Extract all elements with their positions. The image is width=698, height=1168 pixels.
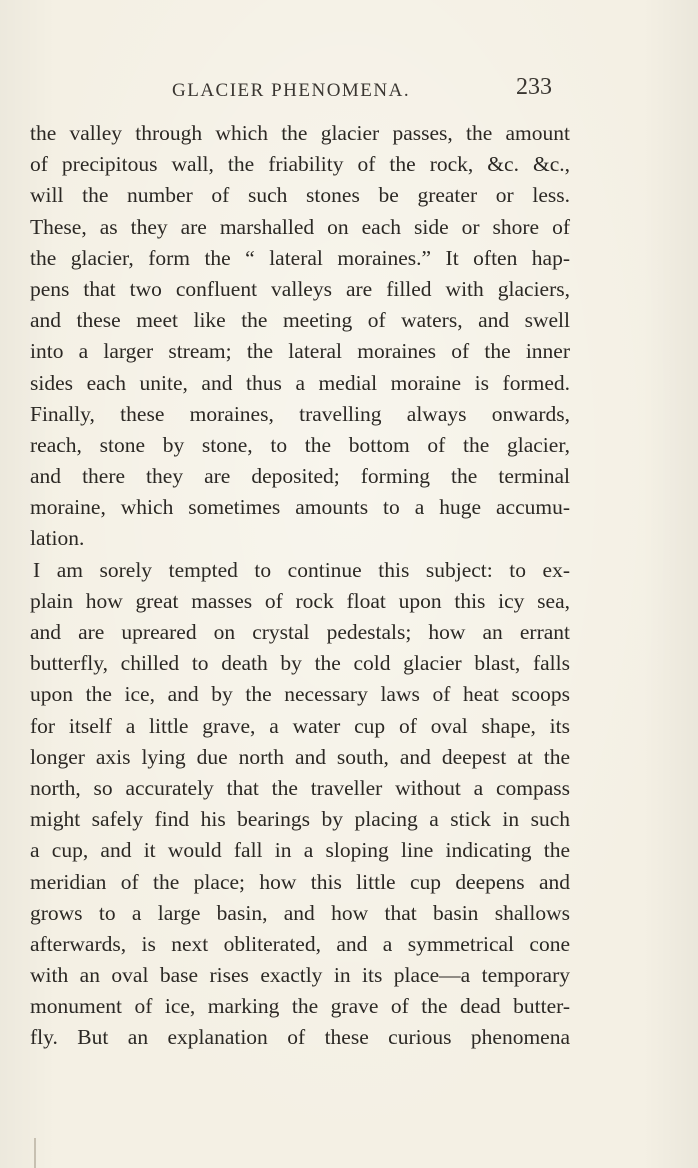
text-line: and are upreared on crystal pedestals; how an errant [30,620,570,644]
text-line: meridian of the place; how this little cup deepens and [30,869,570,894]
text-line: These, as they are marshalled on each side or shore of [30,214,570,239]
text-line: lation. [30,526,85,551]
text-line: fly. But an explanation of these curious phenomena [30,1025,570,1050]
text-line: monument of ice, marking the grave of the dead butter- [30,994,570,1019]
text-line: of precipitous wall, the friability of the rock, &c. &c., [30,152,570,177]
page-edge-mark [34,1138,36,1168]
text-line: north, so accurately that the traveller without a compass [30,775,570,800]
text-line: pens that two confluent valleys are filled with glaciers, [30,276,570,301]
text-line: reach, stone by stone, to the bottom of the glacier, [30,432,570,457]
text-line: into a larger stream; the lateral moraines of the inner [30,339,570,364]
text-line: might safely find his bearings by placing a stick in such [30,807,570,832]
text-line: a cup, and it would fall in a sloping line indicating the [30,838,570,863]
text-line: upon the ice, and by the necessary laws of heat scoops [30,682,570,707]
body-text [30,118,570,1054]
text-line: plain how great masses of rock float upon this icy sea, [30,588,570,613]
running-head: GLACIER PHENOMENA. [172,80,411,101]
text-line: moraine, which sometimes amounts to a huge accumu- [30,495,570,520]
text-line: grows to a large basin, and how that basin shallows [30,900,570,925]
text-line: and there they are deposited; forming the terminal [30,464,570,489]
text-line: and these meet like the meeting of waters, and swell [30,308,570,333]
text-line: the glacier, form the “ lateral moraines.” It often hap- [30,245,570,270]
text-line: for itself a little grave, a water cup of oval shape, its [30,713,570,738]
text-line: longer axis lying due north and south, and deepest at the [30,744,570,769]
paragraph-start-line: I am sorely tempted to continue this subject: to ex- [33,557,570,582]
text-line: the valley through which the glacier passes, the amount [30,121,570,145]
text-line: sides each unite, and thus a medial moraine is formed. [30,370,570,395]
text-line: will the number of such stones be greater or less. [30,183,570,208]
text-line: afterwards, is next obliterated, and a symmetrical cone [30,931,570,956]
text-line: butterfly, chilled to death by the cold glacier blast, falls [30,651,570,676]
text-line: Finally, these moraines, travelling always onwards, [30,401,570,426]
page-number: 233 [516,74,552,100]
text-line: with an oval base rises exactly in its place—a temporary [30,963,570,988]
